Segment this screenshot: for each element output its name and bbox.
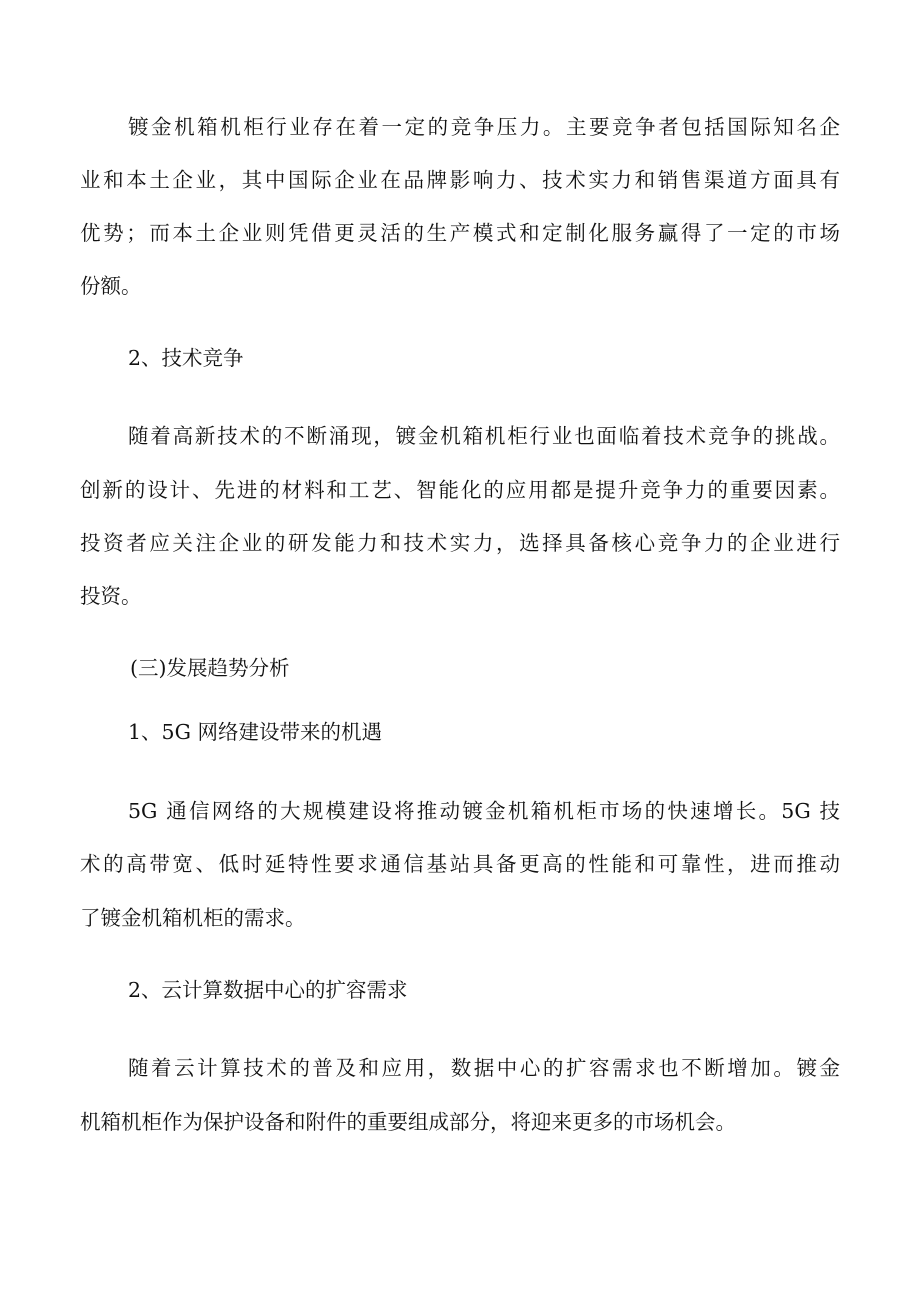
paragraph-1-line-2: 业和本土企业，其中国际企业在品牌影响力、技术实力和销售渠道方面具有: [80, 168, 840, 192]
heading-technical-competition: 2、技术竞争: [128, 346, 244, 370]
paragraph-4-line-1: 随着云计算技术的普及和应用，数据中心的扩容需求也不断增加。镀金: [128, 1056, 840, 1080]
paragraph-2-line-4: 投资。: [80, 584, 142, 608]
paragraph-3-line-3: 了镀金机箱机柜的需求。: [80, 906, 306, 930]
paragraph-2-line-1: 随着高新技术的不断涌现，镀金机箱机柜行业也面临着技术竞争的挑战。: [128, 424, 840, 448]
heading-development-trend: (三)发展趋势分析: [130, 656, 290, 680]
paragraph-2-line-2: 创新的设计、先进的材料和工艺、智能化的应用都是提升竞争力的重要因素。: [80, 478, 840, 502]
paragraph-3-line-2: 术的高带宽、低时延特性要求通信基站具备更高的性能和可靠性，进而推动: [80, 852, 840, 876]
paragraph-1-line-1: 镀金机箱机柜行业存在着一定的竞争压力。主要竞争者包括国际知名企: [128, 115, 840, 139]
paragraph-3-line-1: 5G 通信网络的大规模建设将推动镀金机箱机柜市场的快速增长。5G 技: [128, 799, 840, 823]
paragraph-4-line-2: 机箱机柜作为保护设备和附件的重要组成部分，将迎来更多的市场机会。: [80, 1110, 736, 1134]
paragraph-1-line-4: 份额。: [80, 274, 142, 298]
heading-5g-opportunity: 1、5G 网络建设带来的机遇: [128, 720, 382, 744]
heading-cloud-datacenter: 2、云计算数据中心的扩容需求: [128, 978, 408, 1002]
paragraph-2-line-3: 投资者应关注企业的研发能力和技术实力，选择具备核心竞争力的企业进行: [80, 531, 840, 555]
paragraph-1-line-3: 优势；而本土企业则凭借更灵活的生产模式和定制化服务赢得了一定的市场: [80, 221, 840, 245]
